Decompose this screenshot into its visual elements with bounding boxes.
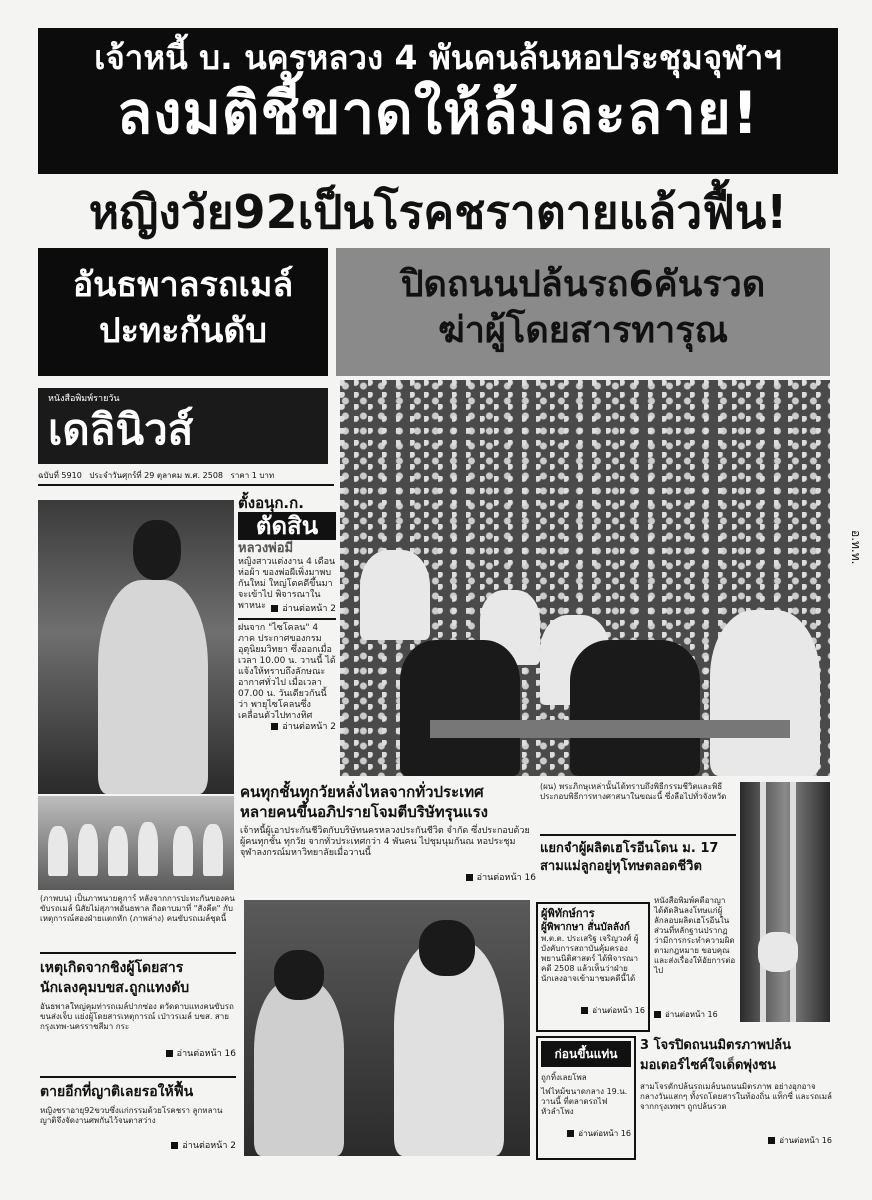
heroin-intro: (ผน) พระภิกษุเหล่านั้นได้ทราบถึงพิธีกรรมชีวิตและพิธีประกอบพิธีการทางศาสนาในขณะนี้ ซึ่งลือไปทั่วจังหวัด: [540, 782, 727, 801]
bus-headline-2: นักเลงคุมบขส.ถูกแทงดับ: [40, 980, 190, 996]
bus-headline-1: เหตุเกิดจากชิงผู้โดยสาร: [40, 960, 184, 976]
banner-line-1: เจ้าหนี้ บ. นครหลวง 4 พันคนล้นหอประชุมจุฬาฯ: [94, 38, 782, 77]
top-banner: [38, 28, 838, 174]
side-story-body-2: ฝนจาก "ไซโคลน" 4 ภาค ประกาศของกรมอุตุนิยมวิทยา ซึ่งออกเมื่อเวลา 10.00 น. วานนี้ ได้แจ้งให้ทราบถึงลักษณะอากาศทั่วไป เมื่อเวลา 07.00 น. วันเดียวกันนี้ว่า พายุไซโคลนซึ่งเคลื่อนตัวไปทางทิศ: [238, 623, 336, 721]
revival-headline: ตายอีกที่ญาติเลยรอให้ฟื้น: [40, 1084, 194, 1100]
creditors-continue: อ่านต่อหน้า 16: [240, 870, 536, 884]
prison-continue: อ่านต่อหน้า 16: [654, 1008, 736, 1021]
column-box-body: พ.ต.ต. ประเสริฐ เจริญวงศ์ ผู้บังคับการสถาบันคุ้มครองพยานนิติศาสตร์ ได้พิจารณาคดี 2508 แล้วเห็นว่าฝ่ายนักเลงอาจเข้ามาชมคดีนี้ได้: [541, 934, 639, 983]
headline-bus-clash: [38, 248, 328, 376]
robbery-continue: อ่านต่อหน้า 16: [640, 1134, 832, 1147]
boxed-brief-item-2: ไฟไหม้ขนาดกลาง 19.น. วานนี้ ที่ตลาดรถไฟหัวลำโพง: [541, 1087, 628, 1116]
robbery-story: [640, 1036, 832, 1160]
column-box-continue: อ่านต่อหน้า 16: [541, 1004, 645, 1017]
side-story-title-3: หลวงพ่อมี: [238, 541, 294, 556]
robbery-body: สามโจรดักปล้นรถเมล์บนถนนมิตรภาพ อย่างอุกอาจ กลางวันแสกๆ ทั้งรถโดยสารในท้องถิ่น แท็กซี่ และรถเมล์จากกรุงเทพฯ ถูกปล้นรวด: [640, 1082, 832, 1111]
boxed-brief: [536, 1036, 636, 1160]
side-story-continue-2: อ่านต่อหน้า 2: [238, 719, 336, 733]
side-story-title-1: ตั้งอนุก.ก.: [238, 494, 304, 512]
masthead-name: เดลินิวส์: [48, 405, 194, 454]
heroin-headline-2: สามแม่ลูกอยู่หุโทษตลอดชีวิต: [540, 859, 702, 874]
banner-line-2: ลงมติชี้ขาดให้ล้มละลาย!: [116, 79, 760, 147]
prison-body: หนังสือพิมพ์คดีอาญา ได้ตัดสินลงโทษแก่ผู้ลักลอบผลิตเฮโรอีนในส่วนที่หลักฐานปรากฏว่ามีการกระทำความผิดตามกฎหมาย ขอบคุณและส่งเรื่องให้อัยการต่อไป: [654, 896, 736, 975]
creditors-story: [240, 782, 536, 892]
headline-road-robbery: [336, 248, 830, 376]
photo-prisoner: [740, 782, 830, 1022]
masthead-rule: [38, 484, 334, 486]
masthead-tagline: หนังสือพิมพ์รายวัน: [48, 394, 120, 404]
photo-street-crowd: [38, 796, 234, 890]
robbery-headline-2: มอเตอร์ไซค์ใจเด็ดพุ่งชน: [640, 1058, 777, 1073]
creditors-headline-1: คนทุกชั้นทุกวัยหลั่งไหลจากทั่วประเทศ: [240, 783, 484, 801]
issue-date: ประจำวันศุกร์ที่ 29 ตุลาคม พ.ศ. 2508: [89, 471, 223, 480]
side-story-title-2: ตัดสิน: [238, 512, 336, 540]
bus-body: อันธพาลใหญ่คุมท่ารถเมล์ปากซ่อง ตวัดดาบแทงคนขับรถขนส่งเจ็บ แย่งผู้โดยสารเหตุการณ์ เป่าวรเมล์ บขส. สายกรุงเทพ-นครราชสีมา กระ: [40, 1002, 234, 1031]
revival-body: หญิงชราอายุ92ขวบซึ่งแก่กรรมด้วยโรคชรา ลูกหลานญาติจึงจัดงานศพกันไว้จนตาสว่าง: [40, 1106, 223, 1125]
headline-revival: หญิงวัย92เป็นโรคชราตายแล้วฟื้น!: [88, 185, 788, 239]
side-vertical-text: อ.ท.ท.: [849, 530, 863, 565]
boxed-brief-continue: อ่านต่อหน้า 16: [541, 1127, 631, 1140]
photo-creditors-meeting: [340, 380, 830, 776]
photo-elderly-woman: [244, 900, 530, 1156]
masthead-info: [38, 470, 334, 481]
masthead: [38, 388, 328, 464]
headline-bus-clash-line-2: ปะทะกันดับ: [98, 311, 267, 351]
heroin-headline-1: แยกจำผู้ผลิตเฮโรอีนโดน ม. 17: [540, 841, 719, 856]
bus-continue: อ่านต่อหน้า 16: [40, 1046, 236, 1060]
side-story-continue-1: อ่านต่อหน้า 2: [238, 601, 336, 615]
side-story-body: หญิงสาวแต่งงาน 4 เดือน ห่อผ้า ของพ่อผีเพิ่งมาพบกันใหม่ ใหญ่โตคดีขึ้นมาจะเข้าไป พิจารณาในพาหนะ: [238, 557, 336, 611]
column-box: [536, 902, 650, 1032]
issue-price: ราคา 1 บาท: [230, 471, 275, 480]
revival-continue: อ่านต่อหน้า 2: [40, 1138, 236, 1152]
headline-bus-clash-line-1: อันธพาลรถเมล์: [72, 265, 294, 305]
heroin-story: [540, 782, 736, 892]
headline-road-robbery-line-2: ฆ่าผู้โดยสารทารุณ: [437, 310, 729, 351]
photo-bus-driver: [38, 500, 234, 794]
bus-story: [40, 952, 236, 1072]
photo-caption-bus: (ภาพบน) เป็นภาพนายคูการ์ หลังจากการปะทะกันของคนขับรถเมล์ นิสัยไม่สุภาพอันธพาล ถือดาบมาที่ "สังคีต" กับเหตุการณ์สองฝ่ายแตกหัก (ภาพล่าง) คนขับรถเมล์ชุดนี้: [40, 894, 235, 923]
prison-story: [654, 896, 736, 1030]
boxed-brief-title: ก่อนขึ้นแท่น: [541, 1041, 631, 1067]
headline-road-robbery-line-1: ปิดถนนปล้นรถ6คันรวด: [400, 264, 766, 305]
column-box-subtitle: ผู้พิพากษา สั่นบัลลังก์: [541, 922, 630, 933]
creditors-body: เจ้าหนี้ผู้เอาประกันชีวิตกับบริษัทนครหลวงประกันชีวิต จำกัด ซึ่งประกอบด้วยผู้คนทุกชั้น ทุกวัย จากทั่วประเทศกว่า 4 พันคน ไปชุมนุมกันณ หอประชุมจุฬาลงกรณ์มหาวิทยาลัยเมื่อวานนี้: [240, 826, 530, 858]
revival-story: [40, 1076, 236, 1166]
creditors-headline-2: หลายคนขึ้นอภิปรายโจมตีบริษัทรุนแรง: [240, 803, 488, 821]
issue-number: ฉบับที่ 5910: [38, 471, 82, 480]
column-box-title: ผู้พิทักษ์การ: [541, 907, 595, 920]
side-story: [238, 494, 336, 782]
boxed-brief-item-1: ถูกทิ้งเลยโพล: [541, 1073, 587, 1082]
robbery-headline-1: 3 โจรปิดถนนมิตรภาพปล้น: [640, 1038, 792, 1053]
